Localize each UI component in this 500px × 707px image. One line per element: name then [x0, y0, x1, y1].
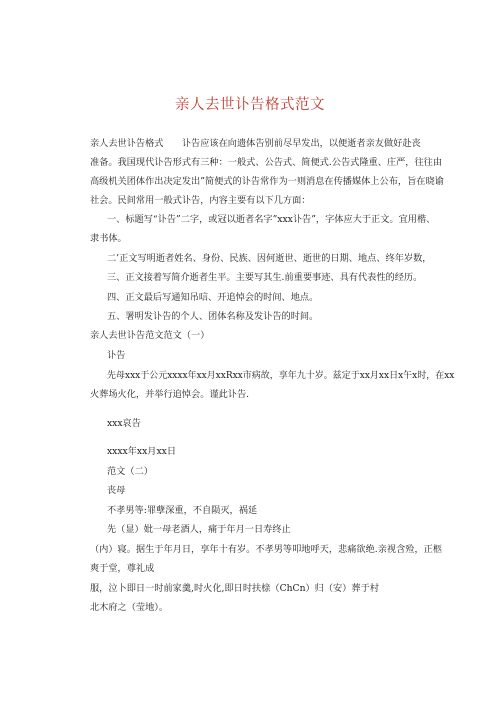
text-line: 爽于堂，尊礼成 [90, 563, 155, 574]
text-line: 三、正文接着写简介逝者生平。主要写其生.前重要事迹、具有代表性的经历。 [107, 272, 423, 283]
text-line: 五、署明发讣告的个人、团体名称及发讣告的时间。 [107, 311, 319, 322]
text-line: 先（显）妣一母老酒人，痛于年月一日寿终止 [107, 524, 291, 535]
text-line: 二’正文写明逝者姓名、身份、民族、因何逝世、逝世的日期、地点、终年岁数， [107, 253, 432, 264]
text-line: 一、标题写“讣告”二字，或冠以逝者名字”xxx讣告”，字体应大于正文。宜用楷、 [107, 214, 436, 225]
text-line: 先母xxx于公元xxxx年xx月xxRxx市病故，享年九十岁。兹定于xx月xx日x午x时，在xx [107, 371, 455, 381]
text-line: 隶书体。 [90, 233, 127, 244]
text-line: 准备。我国现代讣告形式有三种：一般式、公告式、简便式.公告式隆重、庄严，往往由 [90, 157, 443, 168]
document-title: 亲人去世讣告格式范文 [175, 97, 325, 113]
text-line: xxxx年xx月xx日 [107, 446, 177, 457]
text-line: 丧母 [107, 485, 126, 496]
text-line: 亲人去世讣告范文范文（一） [90, 330, 210, 341]
text-line: xxx哀告 [107, 418, 141, 429]
text-line: 亲人去世讣告格式 讣告应该在向遗体告别前尽早发出，以便逝者亲友做好赴丧 [90, 138, 421, 149]
text-line: 四、正文最后写通知吊唁、开追悼会的时间、地点。 [107, 292, 319, 303]
text-line: 不孝男等:罪孽深重，不自陨灭，祸延 [107, 505, 258, 516]
text-line: 北木府之（莹地）。 [90, 602, 169, 613]
text-line: 范文（二） [107, 466, 153, 477]
text-line: 讣告 [107, 350, 126, 361]
text-line: 高级机关团体作出决定发出”简便式的讣告常作为一则消息在传播媒体上公布，旨在晓谕 [90, 176, 444, 187]
text-line: 服，泣卜即日一时前家羹,时火化,即日时扶榇（ChCn）归（安）葬于村 [90, 583, 379, 594]
text-line: 火葬场火化，并举行追悼会。谨此讣告. [90, 389, 250, 400]
text-line: 社会。民间常用一般式讣告，内容主要有以下几方面： [90, 195, 311, 206]
text-line: （内）寝。据生于年月日，享年十有岁。不孝男等叩地呼天，悲痛欲绝.亲视含殓，正柩 [90, 544, 443, 555]
